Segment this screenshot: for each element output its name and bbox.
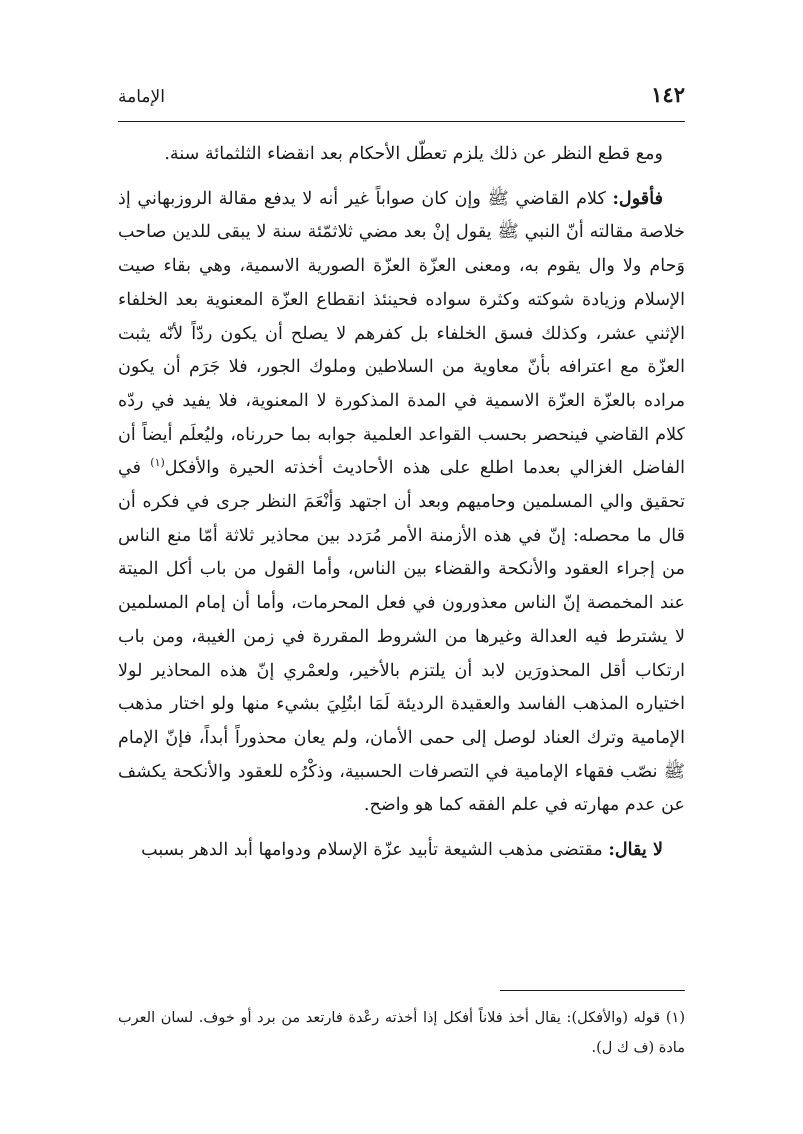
footnote-separator [500,990,685,991]
paragraph-3-text: مقتضى مذهب الشيعة تأبيد عزّة الإسلام ودوامها أبد الدهر بسبب [141,840,609,861]
paragraph-3-lead: لا يقال: [608,839,663,861]
body-text [118,138,685,878]
paragraph-1-text: ومع قطع النظر عن ذلك يلزم تعطّل الأحكام بعد انقضاء الثلثمائة سنة. [164,144,663,164]
page-header [118,82,685,114]
running-title: الإمامة [118,87,165,107]
page-number: ١٤٢ [651,82,685,107]
paragraph-2 [118,182,685,823]
paragraph-3 [118,833,685,868]
footnote-reference[interactable]: (١) [150,456,165,470]
footnotes [118,1003,685,1063]
paragraph-1 [118,138,685,172]
header-rule [118,121,685,122]
paragraph-2-lead: فأقول: [612,187,663,209]
paragraph-2-text-b: في تحقيق والي المسلمين وحاميهم وبعد أن اجتهد وَأنْعَمَ النظر جرى في فكره أن قال ما محصله: إنّ في هذه الأزمنة الأمر مُرَدد بين محاذير ثلاثة أمّا منع الناس من إجراء العقود والأنكحة والقضاء بين الناس، وأما القول من باب أكل الميتة عند المخمصة إنّ الناس معذورون في فعل المحرمات، وأما أن إمام المسلمين لا يشترط فيه العدالة وغيرها من الشروط المقررة في زمن الغيبة، ومن باب ارتكاب أقل المحذورَين لابد أن يلتزم بالأخير، ولعمْري إنّ هذه المحاذير لولا اختياره المذهب الفاسد والعقيدة الرديئة لَمَا ابتُلِيَ بشيء منها ولو اختار مذهب الإمامية وترك العناد لوصل إلى حمى الأمان، ولم يعان محذوراً أبداً، فإنّ الإمام ﷺ نصّب فقهاء الإمامية في التصرفات الحسبية، وذكْرُه للعقود والأنكحة يكشف عن عدم مهارته في علم الفقه كما هو واضح. [118,458,685,816]
paragraph-2-text-a: كلام القاضي ﷺ وإن كان صواباً غير أنه لا يدفع مقالة الروزبهاني إذ خلاصة مقالته أنّ النبي ﷺ يقول إنْ بعد مضي ثلاثمّئة سنة لا يبقى للدين صاحب وَحام ولا وال يقوم به، ومعنى العزّة العزّة الصورية الاسمية، وهي بقاء صيت الإسلام وزيادة شوكته وكثرة سواده فحينئذ انقطاع العزّة المعنوية بعد الخلفاء الإثني عشر، وكذلك فسق الخلفاء بل كفرهم لا يصلح أن يكون ردّاً لأنّه يثبت العزّة مع اعترافه بأنّ معاوية من السلاطين وملوك الجور، فلا جَرَم أن يكون مراده بالعزّة العزّة الاسمية في المدة المذكورة لا المعنوية، فلا يفيد في ردّه كلام القاضي فينحصر بحسب القواعد العلمية جوابه بما حررناه، وليُعلَم أيضاً أن الفاضل الغزالي بعدما اطلع على هذه الأحاديث أخذته الحيرة والأفكل [118,188,685,479]
footnote-1: (١) قوله (والأفكل): يقال أخذ فلاناً أفكل إذا أخذته رعْدة فارتعد من برد أو خوف. لسان العرب مادة (ف ك ل). [118,1010,685,1056]
